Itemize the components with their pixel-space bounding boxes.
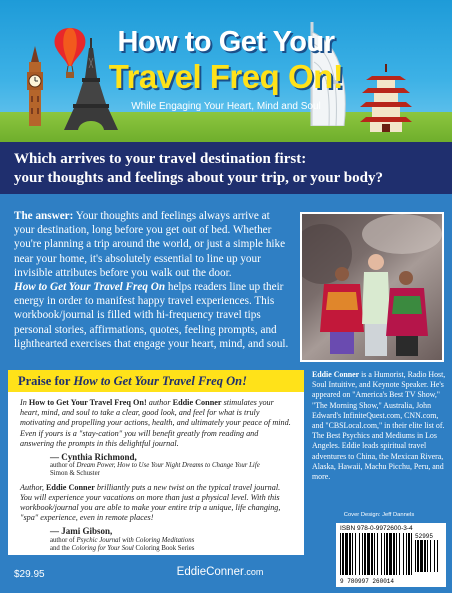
description-text: helps readers line up their energy in order to manifest happy travel experiences. This workbook/journal is filled with hi-frequency travel tips personal stories, affirmations, quotes, feeling prompts, and lighthearted exercises that engage your heart, mind, and soul. [14, 281, 289, 350]
quote2-text: brilliantly puts a new twist on the typical travel journal. You will experience your vacations on more than just a physical level. With this workbook/journal you are able to make your entire trip a unique, life changing, "spa" experience, even in remote places! [20, 482, 281, 523]
answer-lead: The answer: [14, 210, 74, 222]
praise-heading-prefix: Praise for [18, 374, 74, 388]
attr2-line-2 [50, 545, 294, 553]
cover-design-credit: Cover Design: Jeff Dannels [343, 512, 415, 518]
book-title-line-2: Travel Freq On! [108, 58, 344, 95]
quote1-pre: In [20, 398, 29, 407]
answer-paragraph [14, 209, 290, 280]
description-paragraph [14, 280, 290, 351]
bio-text: is a Humorist, Radio Host, Soul Intuitive, and Keynote Speaker. He's appeared on "America's Best TV Show," "The Morning Show," Australia, John Edward's InfiniteQuest.com, CNN.com, and "CBSLocal.com," in their elite list of. The Best Psychics and Mediums in Los Angeles. Eddie leads spiritual travel adventures to China, the Mexican Rivera, Alaska, Hawaii, Machu Picchu, Peru, and more. [312, 370, 446, 482]
book-price: $29.95 [14, 569, 45, 580]
price-code: 52995 [415, 533, 434, 540]
description-book-title: How to Get Your Travel Freq On [14, 281, 166, 293]
cover-header [0, 0, 452, 142]
attr1-line1-title: Dream Power, How to Use Your Night Dreams to Change Your Life [76, 462, 260, 470]
attr2-line2-title: Coloring for Your Soul [71, 544, 134, 552]
book-title-line-1: How to Get Your [117, 26, 335, 58]
answer-text: Your thoughts and feelings always arrive at your destination, long before you get out of bed. Whether you're planning a trip around the world, or just a simple hike near your home, it's absolutely essential to line up your invisible attributes before you walk out the door. [14, 210, 286, 279]
price-code-block [415, 533, 439, 577]
website[interactable] [120, 566, 320, 578]
praise-quote-2 [20, 483, 294, 524]
attr2-line1-title: Psychic Journal with Coloring Meditations [76, 536, 195, 544]
praise-attribution-1 [50, 452, 294, 479]
quote1-author: Eddie Conner [172, 398, 222, 407]
question-line-2: your thoughts and feelings about your trip, or your body? [14, 170, 383, 186]
quote2-author: Eddie Conner [45, 482, 95, 492]
website-name: EddieConner [176, 566, 244, 578]
attr1-line-1 [50, 462, 294, 470]
price-code-bars [415, 540, 439, 572]
praise-heading-title: How to Get Your Travel Freq On! [73, 374, 247, 388]
attr2-line-1 [50, 537, 294, 545]
author-photo [300, 212, 444, 362]
author-bio [312, 370, 446, 482]
praise-attribution-2 [50, 526, 294, 553]
praise-body [8, 392, 304, 553]
attr2-line1-pre: author of [50, 536, 77, 544]
quote2-pre: Author, [20, 482, 46, 492]
barcode-bars-row [340, 533, 442, 577]
question-line-1: Which arrives to your travel destination first: [14, 151, 307, 167]
attr1-name: — Cynthia Richmond, [50, 452, 137, 463]
attr2-name: — Jami Gibson, [50, 526, 113, 537]
praise-quote-1 [20, 398, 294, 449]
praise-box [8, 370, 304, 555]
barcode-bars [340, 533, 412, 575]
attr2-line2-pre: and the [50, 544, 72, 552]
isbn-number: ISBN 978-0-9972600-3-4 [340, 525, 413, 532]
book-subtitle: While Engaging Your Heart, Mind and Soul [131, 101, 321, 112]
website-tld: .com [243, 567, 264, 577]
attr2-line2-post: Coloring Book Series [133, 544, 195, 552]
praise-heading [8, 370, 304, 392]
attr1-line1-pre: author of [50, 462, 77, 470]
quote1-title: How to Get Your Travel Freq On! [28, 398, 147, 407]
bio-name: Eddie Conner [312, 370, 360, 379]
attr1-line-2: Simon & Schuster [50, 470, 100, 478]
quote1-author-pre: author [146, 398, 173, 407]
isbn-barcode [336, 523, 446, 587]
ean-number: 9 780997 260014 [340, 578, 395, 585]
quote1-text: stimulates your heart, mind, and soul to take a clear, good look, and feel for what is truly motivating and propelling your actions, health, and ultimately your peace of mind. Even if yours is a "stay-cation" you will benefit greatly from reading and answering the prompts in this delightful journal. [20, 398, 291, 448]
question-band [0, 142, 452, 194]
